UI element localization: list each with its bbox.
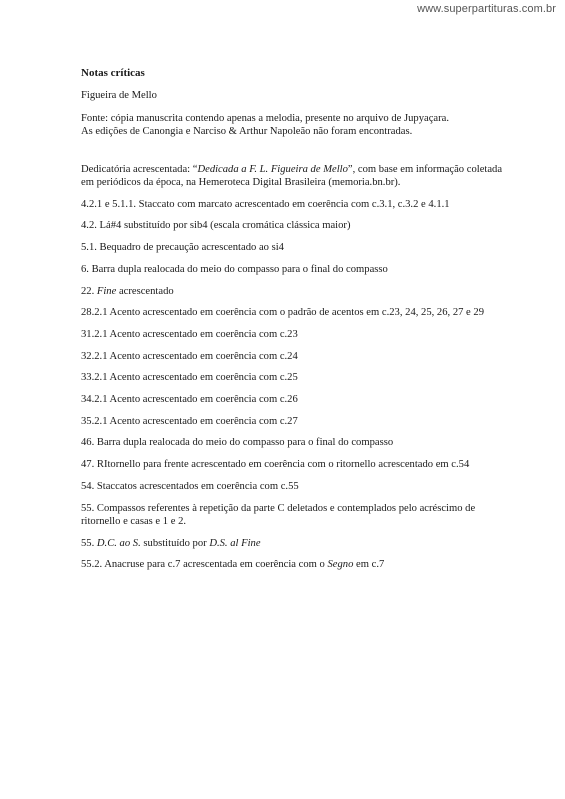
source-line-1: Fonte: cópia manuscrita contendo apenas a melodia, presente no arquivo de Jupyaçara. bbox=[81, 112, 449, 124]
note-item: 35.2.1 Acento acrescentado em coerência com c.27 bbox=[81, 415, 298, 427]
dedication-italic: Dedicada a F. L. Figueira de Mello bbox=[197, 163, 348, 175]
note-item: 4.2.1 e 5.1.1. Staccato com marcato acrescentado em coerência com c.3.1, c.3.2 e 4.1.1 bbox=[81, 198, 450, 210]
note-text: acrescentado bbox=[116, 285, 174, 297]
note-italic: D.C. ao S. bbox=[96, 537, 141, 549]
note-item: 28.2.1 Acento acrescentado em coerência com o padrão de acentos em c.23, 24, 25, 26, 27 e 29 bbox=[81, 307, 485, 319]
dedication-before: Dedicatória acrescentada: “ bbox=[81, 163, 198, 175]
note-item: 5.1. Bequadro de precaução acrescentado ao si4 bbox=[81, 242, 284, 254]
watermark-url: www.superpartituras.com.br bbox=[417, 3, 556, 15]
critical-notes-section bbox=[81, 67, 511, 580]
note-item-fine bbox=[81, 285, 511, 298]
note-item: 34.2.1 Acento acrescentado em coerência com c.26 bbox=[81, 394, 298, 406]
note-item: 47. RItornello para frente acrescentado em coerência com o ritornello acrescentado em c.54 bbox=[81, 459, 470, 471]
note-italic: Fine bbox=[96, 285, 117, 297]
note-item-ds bbox=[81, 537, 511, 550]
note-text: em c.7 bbox=[353, 559, 385, 571]
note-item: 46. Barra dupla realocada do meio do compasso para o final do compasso bbox=[81, 437, 394, 449]
note-text: substituído por bbox=[140, 537, 210, 549]
note-item: 33.2.1 Acento acrescentado em coerência com c.25 bbox=[81, 372, 298, 384]
section-title: Notas críticas bbox=[81, 67, 145, 79]
note-text: 55.2. Anacruse para c.7 acrescentada em coerência com o bbox=[81, 559, 328, 571]
note-text: 22. bbox=[81, 285, 97, 297]
note-item: 31.2.1 Acento acrescentado em coerência com c.23 bbox=[81, 328, 298, 340]
note-item-segno bbox=[81, 558, 511, 571]
note-text: 55. bbox=[81, 537, 97, 549]
note-item: 4.2. Lá#4 substituído por sib4 (escala cromática clássica maior) bbox=[81, 220, 351, 232]
piece-title: Figueira de Mello bbox=[81, 90, 157, 102]
note-item: 55. Compassos referentes à repetição da parte C deletados e contemplados pelo acréscimo de ritornello e casas e 1 e 2. bbox=[81, 502, 476, 527]
note-italic: Segno bbox=[327, 559, 354, 571]
note-item: 32.2.1 Acento acrescentado em coerência com c.24 bbox=[81, 350, 298, 362]
source-line-2: As edições de Canongia e Narciso & Arthur Napoleão não foram encontradas. bbox=[81, 126, 413, 138]
note-item: 6. Barra dupla realocada do meio do compasso para o final do compasso bbox=[81, 263, 388, 275]
note-italic: D.S. al Fine bbox=[209, 537, 261, 549]
dedication-note bbox=[81, 163, 511, 190]
dedication-after: ”, com base em informação coletada em periódicos da época, na Hemeroteca Digital Brasileira (memoria.bn.br). bbox=[81, 163, 503, 189]
note-item: 54. Staccatos acrescentados em coerência com c.55 bbox=[81, 480, 299, 492]
